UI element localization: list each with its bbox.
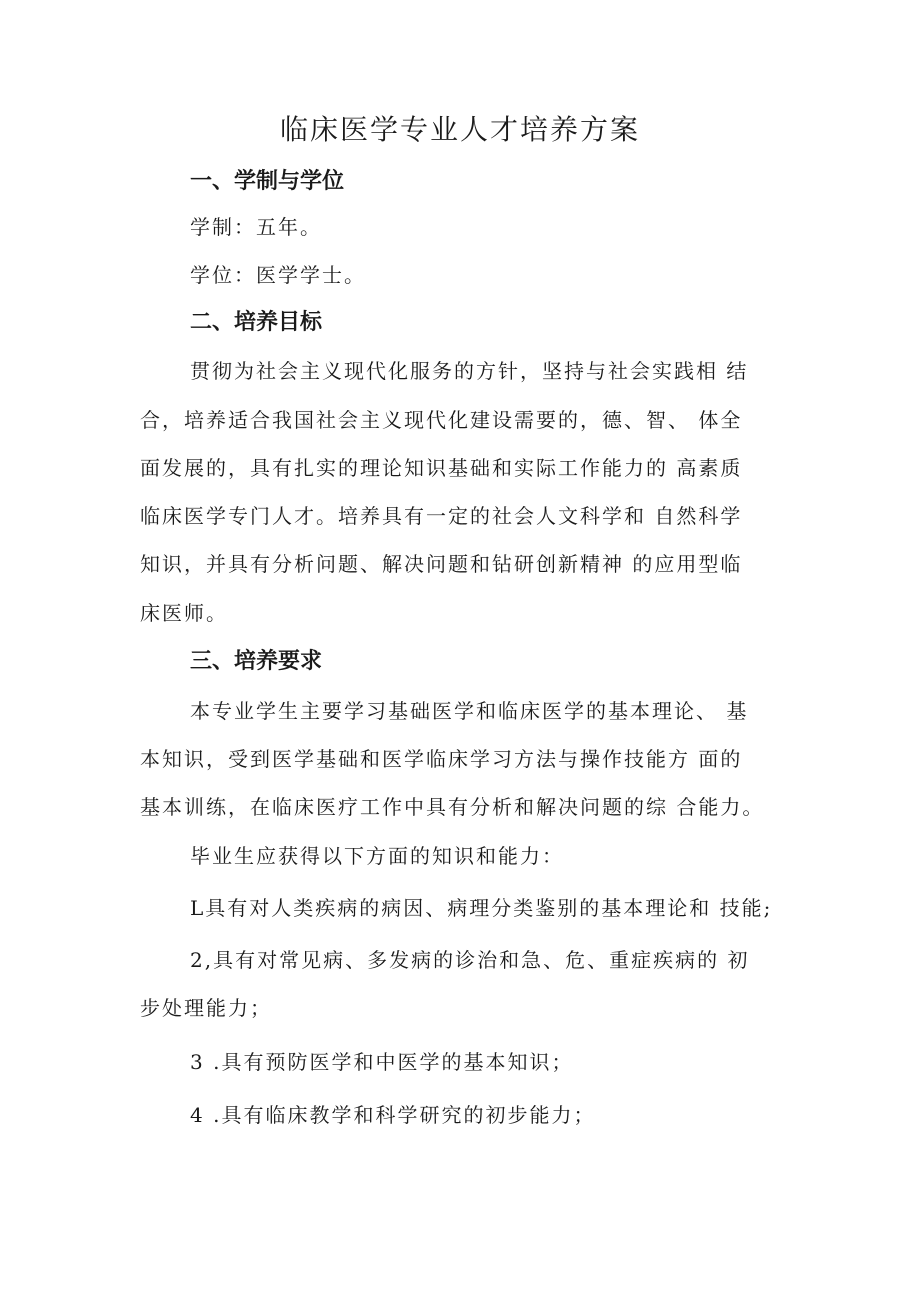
paragraph-line: 本知识，受到医学基础和医学临床学习方法与操作技能方 面的 (140, 747, 743, 771)
list-item-1: L具有对人类疾病的病因、病理分类鉴别的基本理论和 技能; (190, 896, 773, 920)
paragraph-line: 毕业生应获得以下方面的知识和能力： (190, 844, 564, 868)
section-heading-1: 一、学制与学位 (190, 169, 345, 194)
list-item-3: 3 .具有预防医学和中医学的基本知识； (190, 1050, 574, 1074)
section-heading-3: 三、培养要求 (190, 649, 323, 674)
list-item-2: 2,具有对常见病、多发病的诊治和急、危、重症疾病的 初 (190, 948, 750, 972)
paragraph-line: 知识，并具有分析问题、解决问题和钻研创新精神 的应用型临 (140, 552, 743, 576)
paragraph-line: 学制：五年。 (190, 215, 322, 239)
list-item-4: 4 .具有临床教学和科学研究的初步能力； (190, 1103, 596, 1127)
paragraph-line: 面发展的，具有扎实的理论知识基础和实际工作能力的 高素质 (140, 456, 743, 480)
paragraph-line: 学位：医学学士。 (190, 263, 366, 287)
paragraph-line: 贯彻为社会主义现代化服务的方针，坚持与社会实践相 结 (190, 359, 749, 383)
document-title: 临床医学专业人才培养方案 (279, 113, 640, 146)
paragraph-line: 基本训练，在临床医疗工作中具有分析和解决问题的综 合能力。 (140, 795, 765, 819)
paragraph-line: 本专业学生主要学习基础医学和临床医学的基本理论、 基 (190, 699, 749, 723)
paragraph-line: 临床医学专门人才。培养具有一定的社会人文科学和 自然科学 (140, 504, 743, 528)
paragraph-line: 床医师。 (140, 601, 228, 625)
paragraph-line: 步处理能力； (140, 996, 272, 1020)
paragraph-line: 合，培养适合我国社会主义现代化建设需要的，德、智、 体全 (140, 408, 743, 432)
section-heading-2: 二、培养目标 (190, 310, 323, 335)
